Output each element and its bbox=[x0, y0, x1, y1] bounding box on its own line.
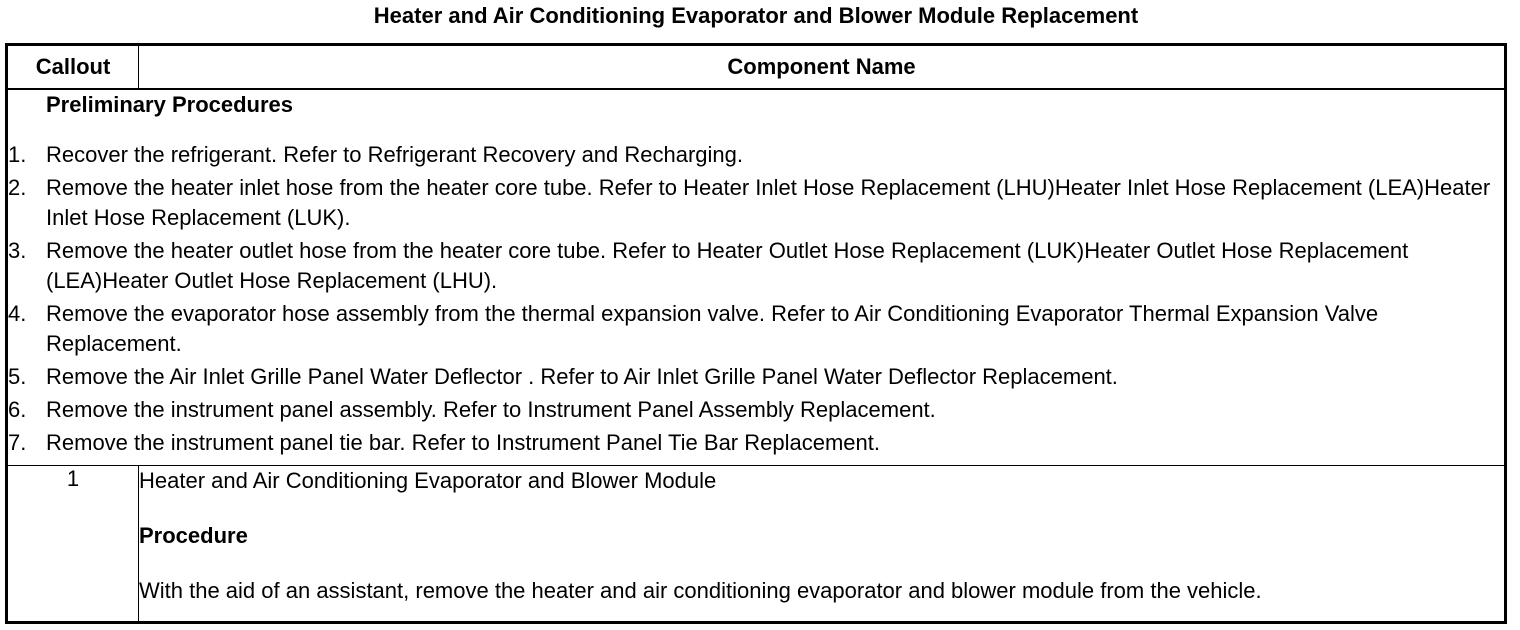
component-cell bbox=[139, 465, 1506, 623]
procedure-table bbox=[5, 43, 1507, 624]
list-item bbox=[8, 140, 1504, 170]
procedure-heading: Procedure bbox=[139, 522, 248, 548]
step-text: Remove the instrument panel assembly. Refer to Instrument Panel Assembly Replacement. bbox=[46, 396, 936, 422]
step-number: 7. bbox=[8, 429, 27, 455]
step-text: Remove the heater inlet hose from the heater core tube. Refer to Heater Inlet Hose Replacement (LHU)Heater Inlet Hose Replacement (LEA)Heater Inlet Hose Replacement (LUK). bbox=[46, 174, 1491, 230]
table-row bbox=[7, 465, 1506, 623]
step-number: 3. bbox=[8, 237, 27, 263]
callout-number: 1 bbox=[7, 465, 139, 623]
table-header-row bbox=[7, 45, 1506, 89]
step-text: Remove the evaporator hose assembly from the thermal expansion valve. Refer to Air Conditioning Evaporator Thermal Expansion Valve Replacement. bbox=[46, 300, 1379, 356]
step-text: Remove the Air Inlet Grille Panel Water Deflector . Refer to Air Inlet Grille Panel Water Deflector Replacement. bbox=[46, 363, 1118, 389]
list-item bbox=[8, 428, 1504, 458]
preliminary-row bbox=[7, 89, 1506, 466]
component-name: Heater and Air Conditioning Evaporator and Blower Module bbox=[139, 467, 717, 493]
step-number: 4. bbox=[8, 300, 27, 326]
callout-column-header: Callout bbox=[7, 45, 139, 89]
step-number: 2. bbox=[8, 174, 27, 200]
preliminary-procedures-cell bbox=[7, 89, 1506, 466]
preliminary-steps-list bbox=[8, 140, 1504, 458]
list-item bbox=[8, 236, 1504, 296]
list-item bbox=[8, 362, 1504, 392]
component-name-column-header: Component Name bbox=[139, 45, 1506, 89]
list-item bbox=[8, 173, 1504, 233]
list-item bbox=[8, 299, 1504, 359]
step-text: Recover the refrigerant. Refer to Refrigerant Recovery and Recharging. bbox=[46, 141, 744, 167]
step-number: 6. bbox=[8, 396, 27, 422]
procedure-text: With the aid of an assistant, remove the heater and air conditioning evaporator and blower module from the vehicle. bbox=[139, 577, 1262, 603]
preliminary-procedures-heading: Preliminary Procedures bbox=[46, 91, 294, 117]
page-title: Heater and Air Conditioning Evaporator and Blower Module Replacement bbox=[373, 3, 1139, 28]
list-item bbox=[8, 395, 1504, 425]
step-text: Remove the heater outlet hose from the heater core tube. Refer to Heater Outlet Hose Replacement (LUK)Heater Outlet Hose Replacement (LEA)Heater Outlet Hose Replacement (LHU). bbox=[46, 237, 1409, 293]
step-number: 1. bbox=[8, 141, 27, 167]
step-text: Remove the instrument panel tie bar. Refer to Instrument Panel Tie Bar Replacement. bbox=[46, 429, 880, 455]
step-number: 5. bbox=[8, 363, 27, 389]
